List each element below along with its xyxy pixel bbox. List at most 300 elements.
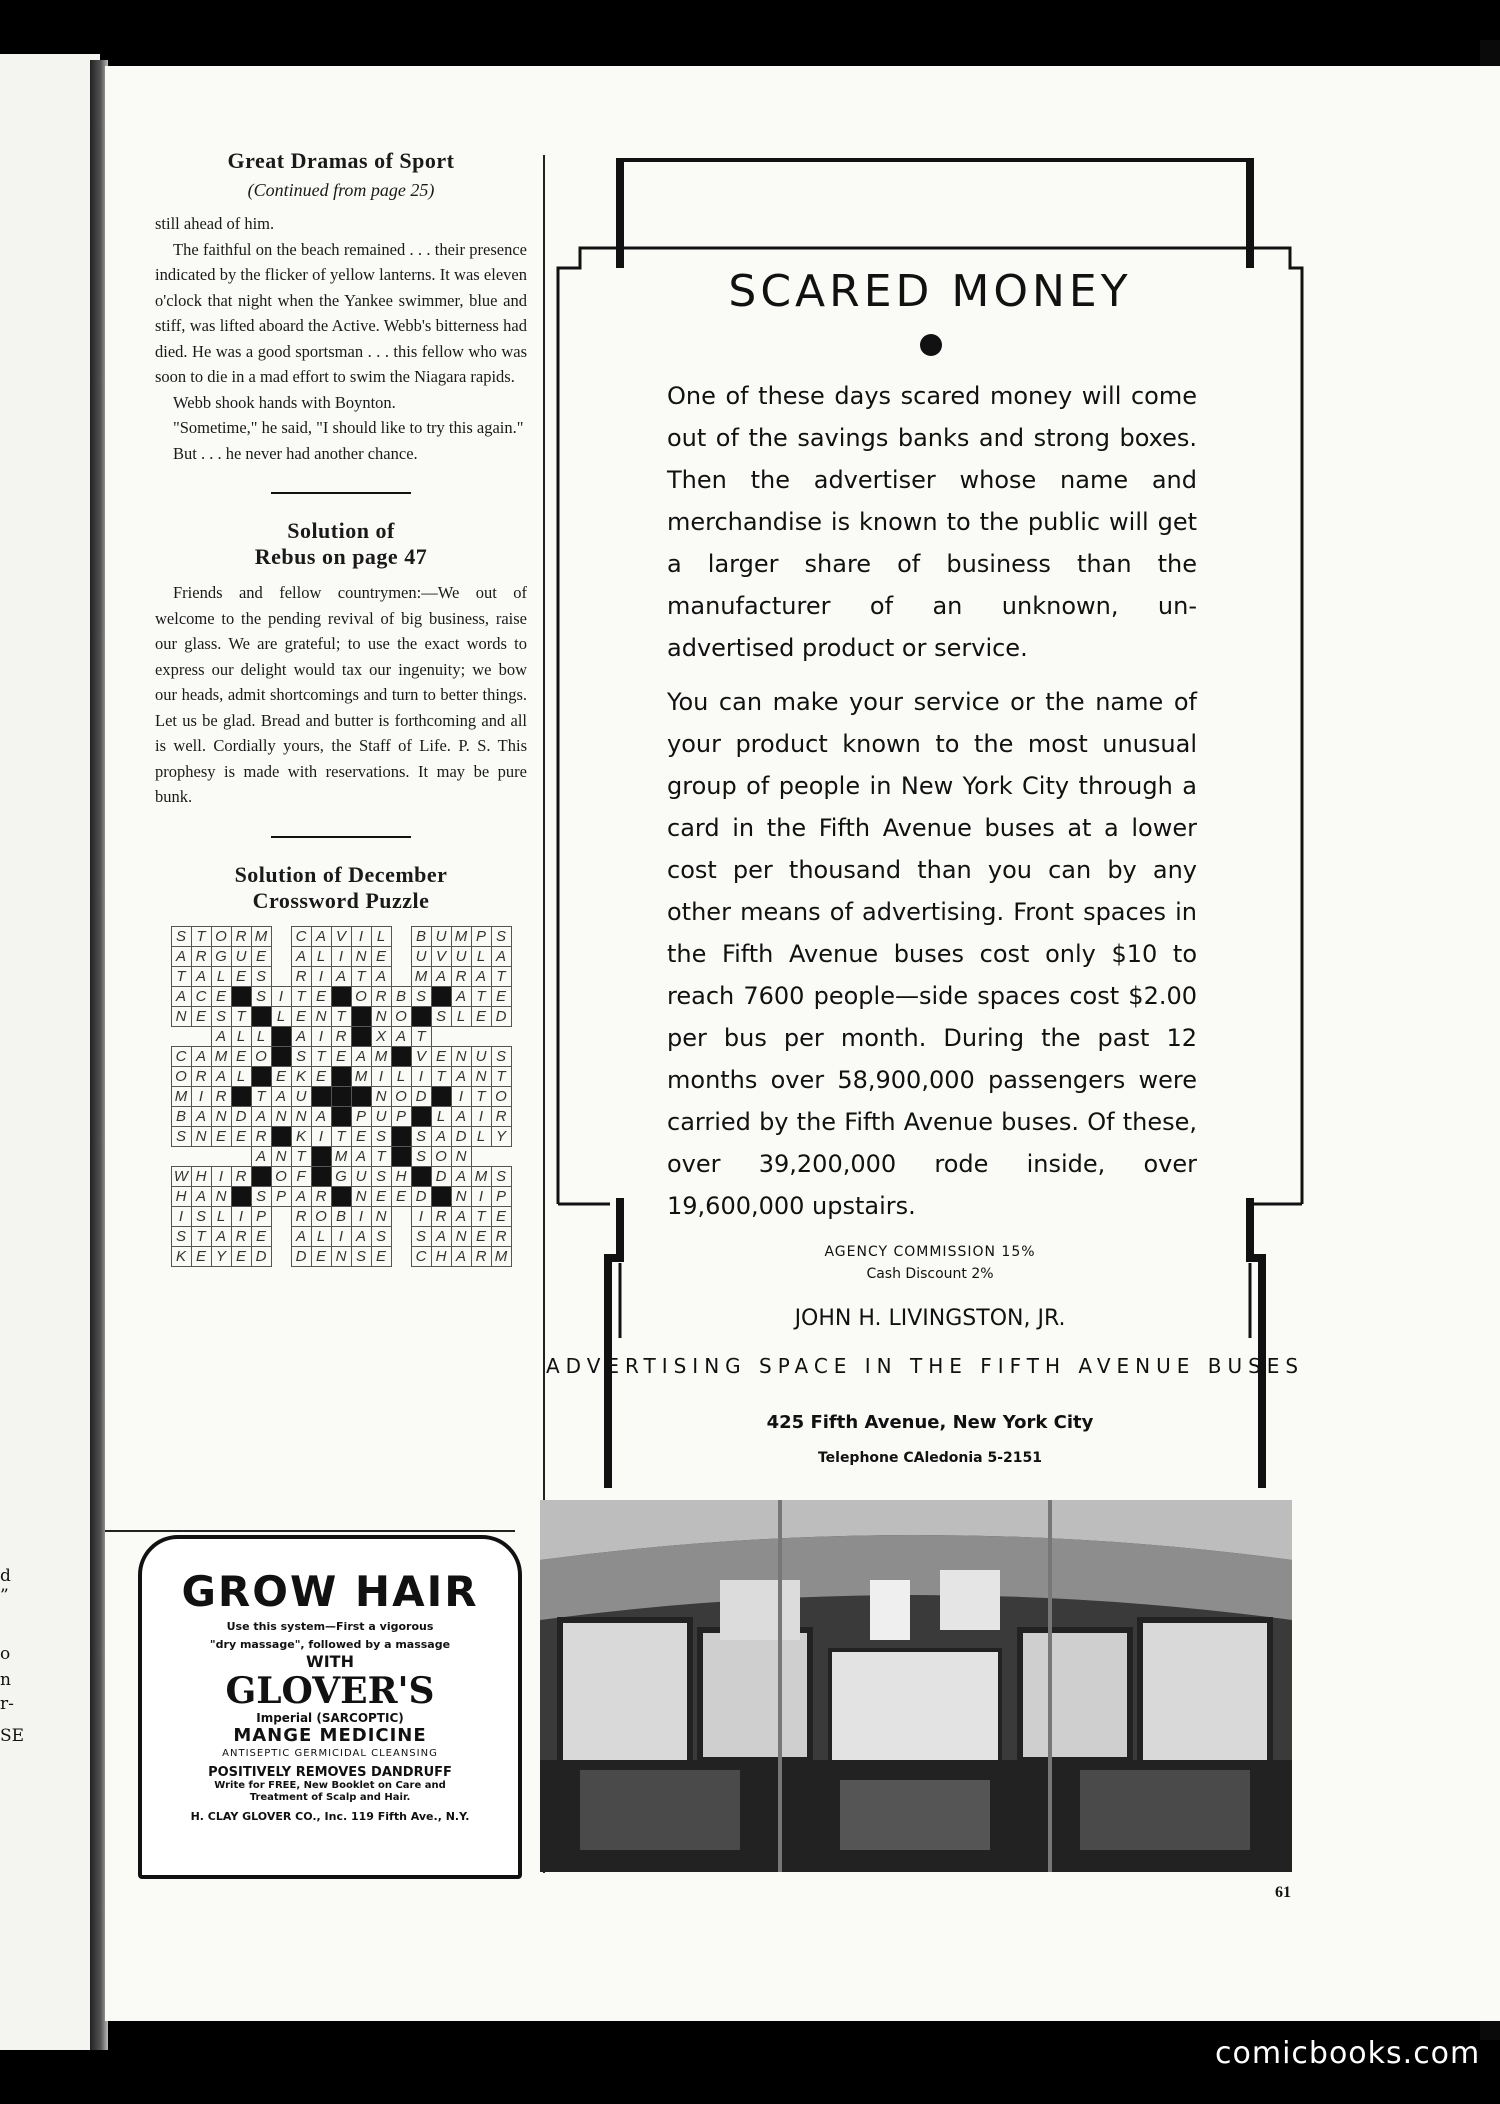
crossword-black-cell xyxy=(311,1146,331,1166)
crossword-black-cell xyxy=(331,986,351,1006)
crossword-gap-cell xyxy=(391,946,411,966)
crossword-letter-cell: I xyxy=(371,1066,391,1086)
crossword-letter-cell: A xyxy=(211,1026,231,1046)
crossword-letter-cell: A xyxy=(171,946,191,966)
crossword-letter-cell: U xyxy=(411,946,431,966)
crossword-letter-cell: E xyxy=(211,1126,231,1146)
crossword-letter-cell: B xyxy=(411,926,431,946)
crossword-letter-cell: N xyxy=(291,1106,311,1126)
crossword-row xyxy=(171,1226,511,1246)
crossword-letter-cell: N xyxy=(271,1106,291,1126)
crossword-row xyxy=(171,1046,511,1066)
crossword-black-cell xyxy=(331,1066,351,1086)
crossword-letter-cell: A xyxy=(451,1166,471,1186)
crossword-letter-cell: S xyxy=(431,1006,451,1026)
crossword-gap-cell xyxy=(191,1146,211,1166)
crossword-letter-cell: S xyxy=(491,1046,511,1066)
crossword-letter-cell: A xyxy=(211,1066,231,1086)
crossword-black-cell xyxy=(391,1046,411,1066)
grow-hair-claim: POSITIVELY REMOVES DANDRUFF xyxy=(208,1765,452,1780)
crossword-letter-cell: C xyxy=(291,926,311,946)
crossword-gap-cell xyxy=(171,1026,191,1046)
crossword-letter-cell: N xyxy=(211,1186,231,1206)
crossword-letter-cell: A xyxy=(291,1026,311,1046)
grow-hair-imperial: Imperial (SARCOPTIC) xyxy=(256,1711,404,1725)
crossword-letter-cell: A xyxy=(171,986,191,1006)
crossword-letter-cell: I xyxy=(331,1226,351,1246)
crossword-letter-cell: S xyxy=(411,986,431,1006)
watermark: comicbooks.com xyxy=(1215,2036,1481,2071)
crossword-letter-cell: R xyxy=(491,1106,511,1126)
page-number: 61 xyxy=(1275,1884,1291,1901)
crossword-letter-cell: N xyxy=(471,1066,491,1086)
crossword-letter-cell: V xyxy=(331,926,351,946)
crossword-letter-cell: A xyxy=(451,1066,471,1086)
crossword-letter-cell: R xyxy=(311,1186,331,1206)
crossword-letter-cell: L xyxy=(311,1226,331,1246)
crossword-letter-cell: E xyxy=(351,1126,371,1146)
crossword-letter-cell: I xyxy=(211,1166,231,1186)
previous-page-edge xyxy=(0,54,100,2050)
crossword-letter-cell: W xyxy=(171,1166,191,1186)
crossword-letter-cell: R xyxy=(451,966,471,986)
crossword-letter-cell: E xyxy=(311,986,331,1006)
crossword-letter-cell: C xyxy=(411,1246,431,1266)
crossword-letter-cell: L xyxy=(471,946,491,966)
crossword-letter-cell: M xyxy=(471,1166,491,1186)
article-body xyxy=(155,211,527,466)
crossword-black-cell xyxy=(351,1006,371,1026)
crossword-letter-cell: C xyxy=(171,1046,191,1066)
crossword-letter-cell: F xyxy=(291,1166,311,1186)
crossword-letter-cell: Y xyxy=(491,1126,511,1146)
rebus-title xyxy=(155,518,527,570)
crossword-letter-cell: A xyxy=(351,1146,371,1166)
crossword-letter-cell: I xyxy=(191,1086,211,1106)
crossword-letter-cell: S xyxy=(371,1226,391,1246)
crossword-row xyxy=(171,1126,511,1146)
crossword-letter-cell: L xyxy=(211,966,231,986)
crossword-letter-cell: N xyxy=(171,1006,191,1026)
crossword-letter-cell: S xyxy=(411,1226,431,1246)
crossword-letter-cell: M xyxy=(211,1046,231,1066)
crossword-letter-cell: A xyxy=(371,966,391,986)
crossword-letter-cell: D xyxy=(231,1106,251,1126)
grow-hair-tags: ANTISEPTIC GERMICIDAL CLEANSING xyxy=(222,1748,438,1759)
crossword-gap-cell xyxy=(391,1246,411,1266)
crossword-letter-cell: T xyxy=(431,1066,451,1086)
crossword-letter-cell: I xyxy=(171,1206,191,1226)
crossword-letter-cell: A xyxy=(251,1106,271,1126)
crossword-black-cell xyxy=(311,1086,331,1106)
crossword-letter-cell: S xyxy=(371,1166,391,1186)
crossword-letter-cell: P xyxy=(351,1106,371,1126)
bus-interior-photo xyxy=(540,1500,1292,1872)
crossword-row xyxy=(171,1026,511,1046)
crossword-gap-cell xyxy=(271,1206,291,1226)
ad-telephone: Telephone CAledonia 5-2151 xyxy=(817,1450,1043,1466)
grow-hair-ad xyxy=(138,1535,522,1879)
crossword-letter-cell: S xyxy=(191,1206,211,1226)
crossword-letter-cell: A xyxy=(331,966,351,986)
crossword-letter-cell: I xyxy=(471,1186,491,1206)
crossword-letter-cell: A xyxy=(191,1186,211,1206)
crossword-row xyxy=(171,946,511,966)
crossword-black-cell xyxy=(231,986,251,1006)
crossword-black-cell xyxy=(231,1086,251,1106)
crossword-letter-cell: H xyxy=(431,1246,451,1266)
crossword-letter-cell: A xyxy=(271,1086,291,1106)
crossword-black-cell xyxy=(331,1186,351,1206)
crossword-gap-cell xyxy=(211,1146,231,1166)
crossword-gap-cell xyxy=(171,1146,191,1166)
crossword-letter-cell: O xyxy=(391,1086,411,1106)
crossword-letter-cell: O xyxy=(171,1066,191,1086)
grow-hair-with: WITH xyxy=(306,1652,354,1671)
crossword-letter-cell: E xyxy=(371,1186,391,1206)
crossword-black-cell xyxy=(391,1146,411,1166)
crossword-gap-cell xyxy=(391,966,411,986)
crossword-letter-cell: S xyxy=(171,926,191,946)
crossword-letter-cell: A xyxy=(191,966,211,986)
crossword-letter-cell: G xyxy=(331,1166,351,1186)
crossword-row xyxy=(171,926,511,946)
crossword-gap-cell xyxy=(271,1246,291,1266)
crossword-black-cell xyxy=(271,1126,291,1146)
crossword-letter-cell: B xyxy=(171,1106,191,1126)
crossword-letter-cell: E xyxy=(291,1006,311,1026)
crossword-letter-cell: A xyxy=(471,966,491,986)
crossword-letter-cell: L xyxy=(391,1066,411,1086)
crossword-row xyxy=(171,1246,511,1266)
bus-interior-image xyxy=(540,1500,1292,1872)
section-rule xyxy=(105,1530,515,1532)
crossword-letter-cell: A xyxy=(291,1226,311,1246)
crossword-letter-cell: M xyxy=(371,1046,391,1066)
crossword-letter-cell: N xyxy=(451,1186,471,1206)
crossword-row xyxy=(171,1166,511,1186)
scared-money-ad xyxy=(546,158,1310,1498)
crossword-row xyxy=(171,1086,511,1106)
crossword-gap-cell xyxy=(431,1026,451,1046)
crossword-letter-cell: N xyxy=(351,1186,371,1206)
crossword-gap-cell xyxy=(491,1026,511,1046)
article-continued: (Continued from page 25) xyxy=(247,180,435,200)
crossword-letter-cell: L xyxy=(431,1106,451,1126)
crossword-black-cell xyxy=(351,1086,371,1106)
margin-fragment: n xyxy=(0,1670,11,1690)
crossword-letter-cell: R xyxy=(331,1026,351,1046)
crossword-letter-cell: N xyxy=(331,1246,351,1266)
margin-fragment: r- xyxy=(0,1694,14,1714)
crossword-black-cell xyxy=(331,1086,351,1106)
crossword-gap-cell xyxy=(391,1226,411,1246)
ad-discount: Cash Discount 2% xyxy=(866,1266,994,1282)
crossword-row xyxy=(171,1146,511,1166)
grow-hair-company: H. CLAY GLOVER CO., Inc. 119 Fifth Ave., N.Y. xyxy=(190,1810,470,1823)
crossword-letter-cell: M xyxy=(491,1246,511,1266)
crossword-letter-cell: A xyxy=(391,1026,411,1046)
crossword-letter-cell: R xyxy=(231,926,251,946)
article-paragraph: "Sometime," he said, "I should like to try this again." xyxy=(173,418,524,437)
article-paragraph: The faithful on the beach remained . . . their presence indicated by the flicker of yellow lanterns. It was eleven o'clock that night when the Yankee swimmer, blue and stiff, was lifted aboard the Active. Webb's bitterness had died. He was a good sportsman . . . this fellow who was soon to die in a mad effort to swim the Niagara rapids. xyxy=(155,239,527,386)
crossword-gap-cell xyxy=(471,1026,491,1046)
crossword-letter-cell: P xyxy=(491,1186,511,1206)
crossword-letter-cell: A xyxy=(351,1226,371,1246)
crossword-letter-cell: S xyxy=(491,1166,511,1186)
crossword-letter-cell: T xyxy=(311,1046,331,1066)
divider xyxy=(271,836,411,838)
crossword-black-cell xyxy=(331,1106,351,1126)
crossword-letter-cell: E xyxy=(231,1126,251,1146)
crossword-letter-cell: E xyxy=(371,1246,391,1266)
grow-hair-product: MANGE MEDICINE xyxy=(233,1725,427,1746)
crossword-letter-cell: O xyxy=(351,986,371,1006)
crossword-row xyxy=(171,1106,511,1126)
crossword-letter-cell: E xyxy=(471,1006,491,1026)
crossword-letter-cell: I xyxy=(351,1206,371,1226)
crossword-letter-cell: D xyxy=(411,1086,431,1106)
crossword-letter-cell: M xyxy=(451,926,471,946)
crossword-letter-cell: S xyxy=(171,1226,191,1246)
crossword-black-cell xyxy=(431,1186,451,1206)
crossword-letter-cell: S xyxy=(491,926,511,946)
ad-contact-name: JOHN H. LIVINGSTON, JR. xyxy=(794,1306,1066,1331)
crossword-letter-cell: S xyxy=(251,986,271,1006)
crossword-letter-cell: L xyxy=(231,1026,251,1046)
crossword-letter-cell: G xyxy=(211,946,231,966)
grow-hair-brand: GLOVER'S xyxy=(225,1670,435,1712)
crossword-letter-cell: I xyxy=(471,1106,491,1126)
crossword-letter-cell: T xyxy=(191,1226,211,1246)
crossword-letter-cell: U xyxy=(231,946,251,966)
crossword-letter-cell: L xyxy=(451,1006,471,1026)
crossword-letter-cell: T xyxy=(291,1146,311,1166)
crossword-letter-cell: V xyxy=(411,1046,431,1066)
grow-hair-headline: GROW HAIR xyxy=(181,1567,479,1616)
crossword-row xyxy=(171,986,511,1006)
crossword-letter-cell: N xyxy=(351,946,371,966)
rebus-body xyxy=(155,580,527,810)
crossword-letter-cell: R xyxy=(231,1226,251,1246)
crossword-letter-cell: D xyxy=(251,1246,271,1266)
crossword-letter-cell: U xyxy=(471,1046,491,1066)
crossword-letter-cell: S xyxy=(251,966,271,986)
crossword-gap-cell xyxy=(271,946,291,966)
article-paragraph: still ahead of him. xyxy=(155,214,275,233)
crossword-black-cell xyxy=(411,1166,431,1186)
crossword-letter-cell: C xyxy=(191,986,211,1006)
crossword-black-cell xyxy=(431,986,451,1006)
crossword-letter-cell: N xyxy=(311,1006,331,1026)
ad-body xyxy=(667,375,1197,1239)
margin-fragment: d xyxy=(0,1566,11,1586)
crossword-letter-cell: K xyxy=(291,1126,311,1146)
crossword-letter-cell: M xyxy=(251,926,271,946)
crossword-black-cell xyxy=(251,1066,271,1086)
crossword-letter-cell: R xyxy=(291,966,311,986)
crossword-letter-cell: U xyxy=(371,1106,391,1126)
crossword-letter-cell: S xyxy=(251,1186,271,1206)
article-paragraph: But . . . he never had another chance. xyxy=(173,443,418,463)
crossword-letter-cell: A xyxy=(431,1226,451,1246)
crossword-letter-cell: E xyxy=(251,946,271,966)
crossword-letter-cell: X xyxy=(371,1026,391,1046)
crossword-letter-cell: E xyxy=(271,1066,291,1086)
crossword-title-line: Solution of December xyxy=(234,861,448,887)
crossword-letter-cell: S xyxy=(411,1146,431,1166)
crossword-letter-cell: K xyxy=(291,1066,311,1086)
ad-address: 425 Fifth Avenue, New York City xyxy=(766,1412,1094,1433)
crossword-letter-cell: T xyxy=(291,986,311,1006)
crossword-letter-cell: N xyxy=(191,1126,211,1146)
crossword-gap-cell xyxy=(391,926,411,946)
crossword-letter-cell: M xyxy=(411,966,431,986)
crossword-letter-cell: I xyxy=(311,1126,331,1146)
crossword-gap-cell xyxy=(271,926,291,946)
crossword-letter-cell: T xyxy=(471,986,491,1006)
crossword-letter-cell: A xyxy=(451,986,471,1006)
crossword-letter-cell: E xyxy=(491,986,511,1006)
crossword-letter-cell: O xyxy=(491,1086,511,1106)
crossword-letter-cell: L xyxy=(311,946,331,966)
crossword-letter-cell: O xyxy=(391,1006,411,1026)
ad-paragraph: You can make your service or the name of your product known to the most unusual group of people in New York City through a card in the Fifth Avenue buses at a lower cost per thousand than you can by any other means of advertising. Front spaces in the Fifth Avenue buses cost only $10 to reach 7600 people—side spaces cost $2.00 per bus per month. During the past 12 months over 58,900,000 passengers were carried by the Fifth Avenue buses. Of these, over 39,200,000 rode inside, over 19,600,000 upstairs. xyxy=(667,688,1197,1220)
crossword-letter-cell: D xyxy=(491,1006,511,1026)
crossword-letter-cell: B xyxy=(391,986,411,1006)
crossword-letter-cell: S xyxy=(171,1126,191,1146)
article-title: Great Dramas of Sport xyxy=(227,148,455,173)
crossword-letter-cell: E xyxy=(471,1226,491,1246)
crossword-letter-cell: R xyxy=(191,1066,211,1086)
crossword-letter-cell: R xyxy=(211,1086,231,1106)
crossword-letter-cell: E xyxy=(191,1006,211,1026)
crossword-row xyxy=(171,1206,511,1226)
divider xyxy=(271,492,411,494)
grow-hair-offer: Write for FREE, New Booklet on Care and xyxy=(214,1780,446,1791)
crossword-letter-cell: L xyxy=(231,1066,251,1086)
grow-hair-offer: Treatment of Scalp and Hair. xyxy=(249,1792,411,1803)
crossword-letter-cell: I xyxy=(311,966,331,986)
crossword-letter-cell: T xyxy=(171,966,191,986)
ad-commission: AGENCY COMMISSION 15% xyxy=(824,1244,1036,1260)
crossword-letter-cell: O xyxy=(431,1146,451,1166)
crossword-letter-cell: I xyxy=(331,946,351,966)
crossword-letter-cell: V xyxy=(431,946,451,966)
crossword-letter-cell: D xyxy=(291,1246,311,1266)
crossword-letter-cell: T xyxy=(231,1006,251,1026)
crossword-letter-cell: N xyxy=(451,1046,471,1066)
ad-bullet-dot xyxy=(920,334,942,356)
crossword-grid xyxy=(171,926,512,1267)
crossword-letter-cell: M xyxy=(171,1086,191,1106)
crossword-letter-cell: N xyxy=(211,1106,231,1126)
margin-fragment: o xyxy=(0,1644,11,1664)
ad-title: SCARED MONEY xyxy=(728,266,1132,317)
crossword-letter-cell: R xyxy=(191,946,211,966)
crossword-letter-cell: R xyxy=(491,1226,511,1246)
crossword-gap-cell xyxy=(451,1026,471,1046)
crossword-letter-cell: H xyxy=(391,1166,411,1186)
crossword-letter-cell: N xyxy=(271,1146,291,1166)
crossword-letter-cell: U xyxy=(351,1166,371,1186)
crossword-letter-cell: P xyxy=(391,1106,411,1126)
crossword-letter-cell: L xyxy=(211,1206,231,1226)
crossword-letter-cell: A xyxy=(251,1146,271,1166)
crossword-black-cell xyxy=(411,1006,431,1026)
crossword-letter-cell: D xyxy=(431,1166,451,1186)
crossword-letter-cell: H xyxy=(191,1166,211,1186)
crossword-letter-cell: O xyxy=(271,1166,291,1186)
crossword-black-cell xyxy=(251,1166,271,1186)
crossword-letter-cell: U xyxy=(431,926,451,946)
crossword-gap-cell xyxy=(231,1146,251,1166)
crossword-letter-cell: E xyxy=(491,1206,511,1226)
crossword-letter-cell: R xyxy=(431,1206,451,1226)
crossword-letter-cell: E xyxy=(391,1186,411,1206)
crossword-letter-cell: I xyxy=(411,1066,431,1086)
crossword-black-cell xyxy=(311,1166,331,1186)
crossword-letter-cell: T xyxy=(371,1146,391,1166)
crossword-letter-cell: E xyxy=(231,1246,251,1266)
crossword-letter-cell: O xyxy=(311,1206,331,1226)
grow-hair-line: "dry massage", followed by a massage xyxy=(209,1638,451,1651)
crossword-letter-cell: U xyxy=(291,1086,311,1106)
crossword-letter-cell: A xyxy=(191,1106,211,1126)
crossword-letter-cell: A xyxy=(351,1046,371,1066)
crossword-letter-cell: A xyxy=(431,1126,451,1146)
crossword-letter-cell: P xyxy=(471,926,491,946)
crossword-letter-cell: T xyxy=(251,1086,271,1106)
crossword-letter-cell: M xyxy=(331,1146,351,1166)
crossword-letter-cell: Y xyxy=(211,1246,231,1266)
margin-fragment: ” xyxy=(0,1586,9,1606)
crossword-letter-cell: L xyxy=(471,1126,491,1146)
crossword-letter-cell: N xyxy=(451,1226,471,1246)
crossword-letter-cell: O xyxy=(251,1046,271,1066)
crossword-letter-cell: A xyxy=(211,1226,231,1246)
ad-paragraph: One of these days scared money will come out of the savings banks and strong boxes. Then the advertiser whose name and merchandise is known to the public will get a larger share of business than the manufacturer of an unknown, un-advertised product or service. xyxy=(667,382,1197,662)
left-column xyxy=(155,148,527,1267)
crossword-row xyxy=(171,1186,511,1206)
crossword-letter-cell: T xyxy=(351,966,371,986)
crossword-black-cell xyxy=(411,1106,431,1126)
crossword-row xyxy=(171,1006,511,1026)
ad-tagline: ADVERTISING SPACE IN THE FIFTH AVENUE BUSES xyxy=(546,1354,1305,1378)
crossword-letter-cell: E xyxy=(251,1226,271,1246)
crossword-letter-cell: P xyxy=(271,1186,291,1206)
crossword-letter-cell: R xyxy=(251,1126,271,1146)
crossword-letter-cell: S xyxy=(411,1126,431,1146)
crossword-letter-cell: K xyxy=(171,1246,191,1266)
crossword-letter-cell: N xyxy=(371,1006,391,1026)
crossword-letter-cell: A xyxy=(491,946,511,966)
crossword-row xyxy=(171,966,511,986)
crossword-letter-cell: S xyxy=(291,1046,311,1066)
crossword-title xyxy=(155,862,527,914)
article-paragraph: Webb shook hands with Boynton. xyxy=(173,392,396,412)
crossword-letter-cell: I xyxy=(451,1086,471,1106)
crossword-letter-cell: T xyxy=(491,1066,511,1086)
rebus-title-line: Rebus on page 47 xyxy=(254,544,428,569)
crossword-letter-cell: E xyxy=(191,1246,211,1266)
crossword-letter-cell: H xyxy=(171,1186,191,1206)
crossword-letter-cell: T xyxy=(331,1006,351,1026)
crossword-letter-cell: D xyxy=(451,1126,471,1146)
crossword-letter-cell: E xyxy=(311,1066,331,1086)
crossword-black-cell xyxy=(251,1006,271,1026)
crossword-letter-cell: A xyxy=(291,1186,311,1206)
